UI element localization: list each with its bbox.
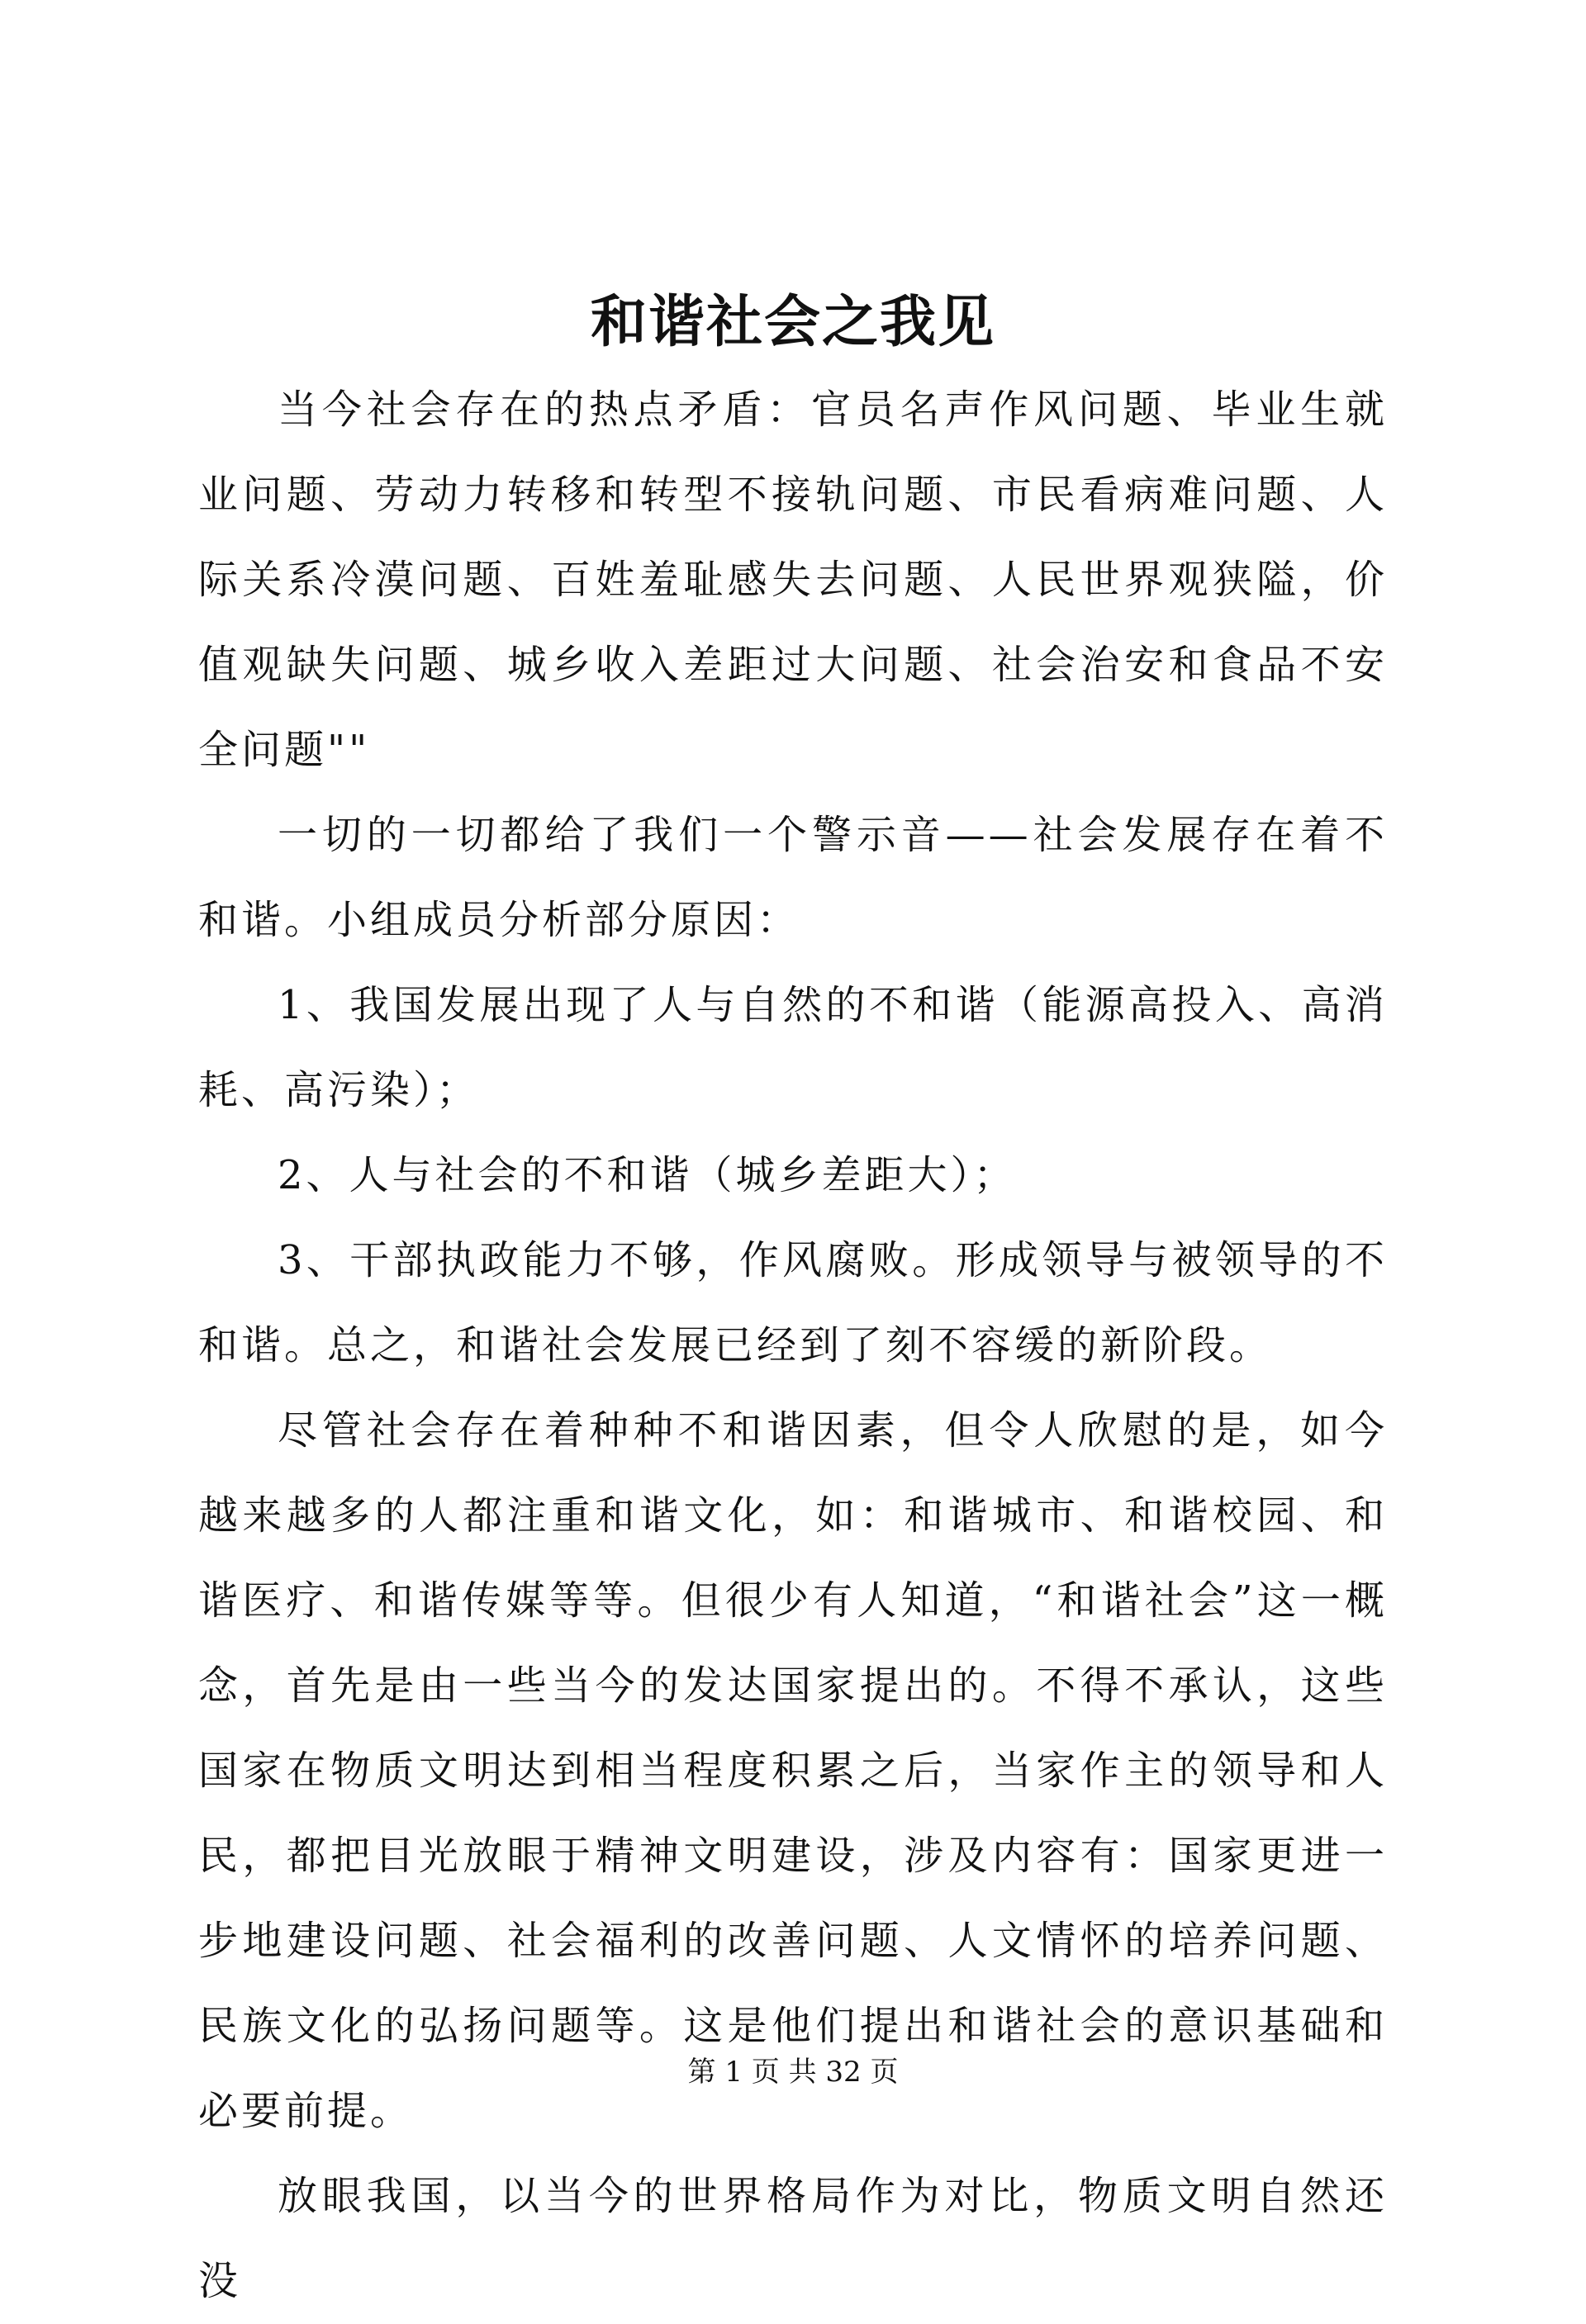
document-body bbox=[198, 368, 1388, 2324]
paragraph-reason-2: 2、人与社会的不和谐（城乡差距大）； bbox=[278, 1152, 1017, 1198]
paragraph-hot-issues: 当今社会存在的热点矛盾：官员名声作风问题、毕业生就业问题、劳动力转移和转型不接轨问题、市民看病难问题、人际关系冷漠问题、百姓羞耻感失去问题、人民世界观狭隘，价值观缺失问题、城乡收入差距过大问题、社会治安和食品不安全问题"" bbox=[198, 387, 1388, 773]
paragraph-reason-3: 3、干部执政能力不够，作风腐败。形成领导与被领导的不和谐。总之，和谐社会发展已经到了刻不容缓的新阶段。 bbox=[198, 1237, 1388, 1368]
page-number-footer: 第 1 页 共 32 页 bbox=[687, 2056, 899, 2089]
paragraph-harmony-culture: 尽管社会存在着种种不和谐因素，但令人欣慰的是，如今越来越多的人都注重和谐文化，如：和谐城市、和谐校园、和谐医疗、和谐传媒等等。但很少有人知道，“和谐社会”这一概念，首先是由一些当今的发达国家提出的。不得不承认，这些国家在物质文明达到相当程度积累之后，当家作主的领导和人民，都把目光放眼于精神文明建设，涉及内容有：国家更进一步地建设问题、社会福利的改善问题、人文情怀的培养问题、民族文化的弘扬问题等。这是他们提出和谐社会的意识基础和必要前提。 bbox=[198, 1407, 1388, 2134]
paragraph-reason-1: 1、我国发展出现了人与自然的不和谐（能源高投入、高消耗、高污染）； bbox=[198, 982, 1388, 1113]
document-title: 和谐社会之我见 bbox=[590, 289, 995, 355]
paragraph-warning: 一切的一切都给了我们一个警示音——社会发展存在着不和谐。小组成员分析部分原因： bbox=[198, 812, 1388, 943]
paragraph-our-country: 放眼我国，以当今的世界格局作为对比，物质文明自然还没 bbox=[198, 2173, 1388, 2304]
